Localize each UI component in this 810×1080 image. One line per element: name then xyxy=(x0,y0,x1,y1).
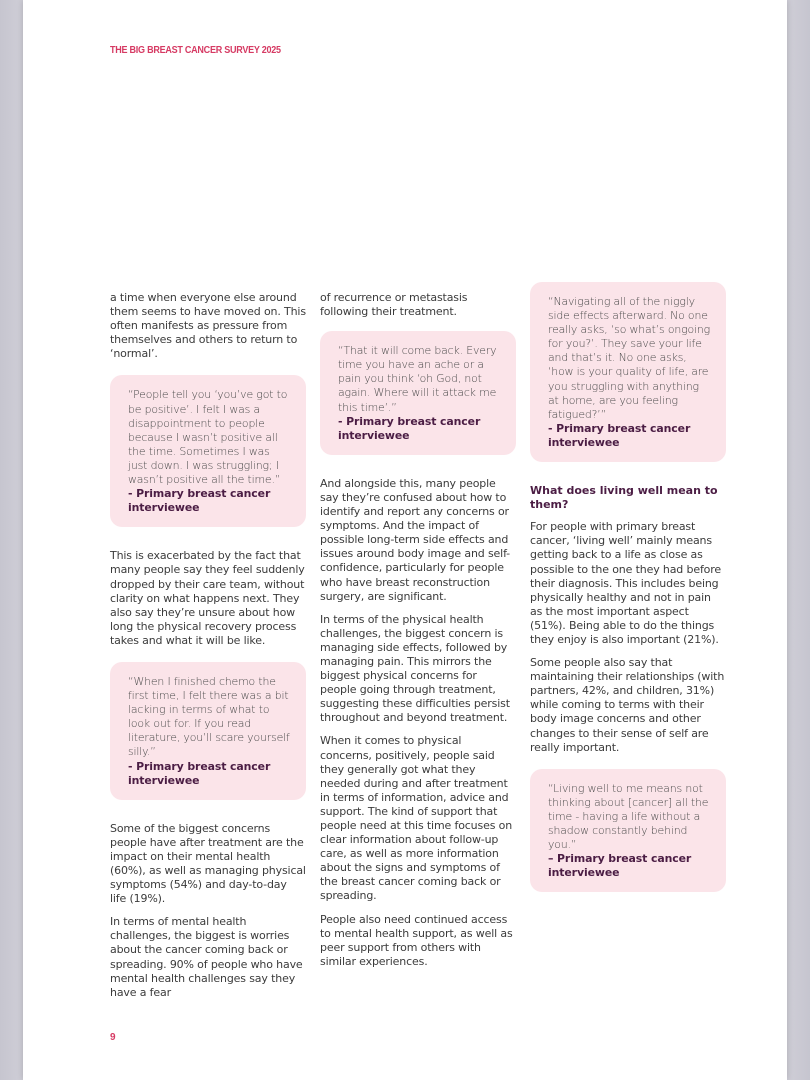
section-subheading: What does living well mean to them? xyxy=(530,484,718,512)
column-1 xyxy=(110,291,306,1009)
body-paragraph: Some people also say that maintaining their relationships (with partners, 42%, and children, 31%) while coming to terms with their body image concerns and other changes to their sense of self are really important. xyxy=(530,656,725,754)
body-paragraph: People also need continued access to mental health support, as well as peer support from others with similar experiences. xyxy=(320,912,513,968)
quote-text: “Navigating all of the niggly side effects afterward. No one really asks, ‘so what’s ongoing for you?’. They save your life and that’s it. No one asks, ‘how is your quality of life, are you struggling with anything at home, are you feeling fatigued?’” xyxy=(548,295,711,421)
body-paragraph: a time when everyone else around them seems to have moved on. This often manifests as pressure from themselves and others to return to ‘normal’. xyxy=(110,291,306,361)
quote-text: “That it will come back. Every time you have an ache or a pain you think ‘oh God, not again. Where will it attack me this time’.” xyxy=(338,344,497,414)
quote-attribution: - Primary breast cancer interviewee xyxy=(128,759,271,787)
quote-attribution: - Primary breast cancer interviewee xyxy=(128,487,271,515)
running-header: THE BIG BREAST CANCER SURVEY 2025 xyxy=(110,44,281,56)
body-paragraph: of recurrence or metastasis following their treatment. xyxy=(320,291,468,319)
quote-text: “Living well to me means not thinking about [cancer] all the time - having a life without a shadow constantly behind you.” xyxy=(548,781,709,852)
page-number: 9 xyxy=(110,1032,116,1043)
column-3 xyxy=(530,282,726,914)
body-paragraph: In terms of mental health challenges, the biggest is worries about the cancer coming back or spreading. 90% of people who have mental health challenges say they have a fear xyxy=(110,915,303,999)
pull-quote xyxy=(530,769,726,893)
body-paragraph: For people with primary breast cancer, ‘living well’ mainly means getting back to a life as close as possible to the one they had before their diagnosis. This includes being physically healthy and not in pain as the most important aspect (51%). Being able to do the things they enjoy is also important (21%). xyxy=(530,520,721,646)
pull-quote xyxy=(110,662,306,800)
body-paragraph: When it comes to physical concerns, positively, people said they generally got what they needed during and after treatment in terms of information, advice and support. The kind of support that people need at this time focuses on clear information about follow-up care, as well as more information about the signs and symptoms of the breast cancer coming back or spreading. xyxy=(320,734,513,903)
document-page xyxy=(23,0,787,1080)
quote-attribution: - Primary breast cancer interviewee xyxy=(548,421,691,449)
pull-quote xyxy=(530,282,726,462)
quote-attribution: - Primary breast cancer interviewee xyxy=(338,414,481,442)
pull-quote xyxy=(320,331,516,455)
pull-quote xyxy=(110,375,306,527)
quote-text: “People tell you ‘you’ve got to be positive’. I felt I was a disappointment to people because I wasn’t positive all the time. Sometimes I was just down. I was struggling; I wasn’t positive all the time.” xyxy=(128,388,288,487)
body-paragraph: And alongside this, many people say they’re confused about how to identify and report any concerns or symptoms. And the impact of possible long-term side effects and issues around body image and self-confidence, particularly for people who have breast reconstruction surgery, are significant. xyxy=(320,476,511,603)
column-2 xyxy=(320,291,516,978)
quote-text: “When I finished chemo the first time, I felt there was a bit lacking in terms of what to look out for. If you read literature, you’ll scare yourself silly.” xyxy=(128,674,290,759)
body-paragraph: In terms of the physical health challenges, the biggest concern is managing side effects, followed by managing pain. This mirrors the biggest physical concerns for people going through treatment, suggesting these difficulties persist throughout and beyond treatment. xyxy=(320,612,510,725)
body-paragraph: Some of the biggest concerns people have after treatment are the impact on their mental health (60%), as well as managing physical symptoms (54%) and day-to-day life (19%). xyxy=(110,821,306,906)
body-paragraph: This is exacerbated by the fact that many people say they feel suddenly dropped by their care team, without clarity on what happens next. They also say they’re unsure about how long the physical recovery process takes and what it will be like. xyxy=(110,549,305,647)
quote-attribution: – Primary breast cancer interviewee xyxy=(548,852,692,880)
